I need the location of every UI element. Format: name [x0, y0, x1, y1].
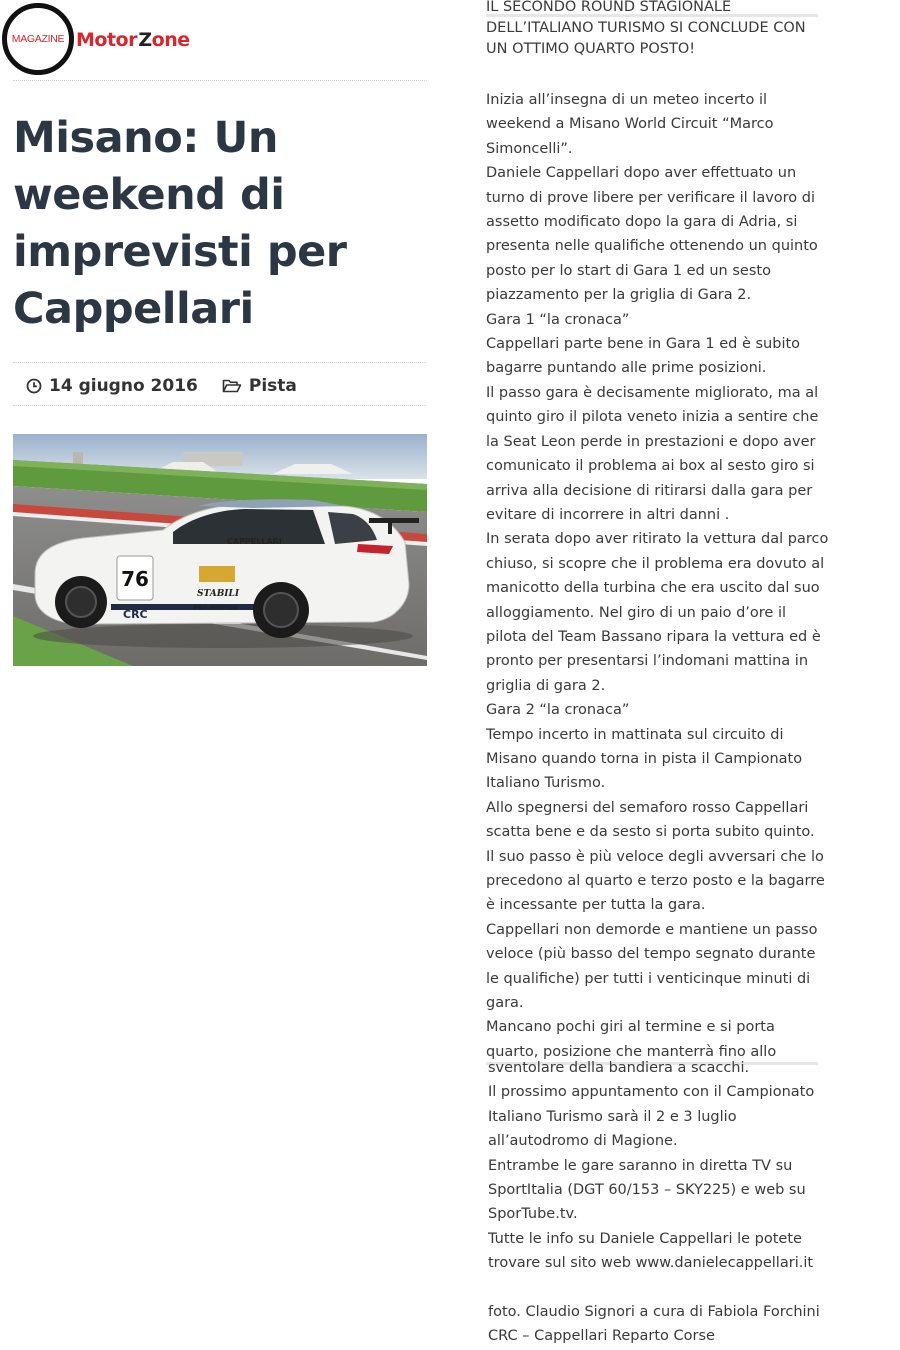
- text-line: scatta bene e da sesto si porta subito quinto.: [486, 824, 815, 841]
- text-line: comunicato il problema ai box al sesto giro si: [486, 458, 815, 475]
- post-date: 14 giugno 2016: [26, 376, 198, 396]
- folder-open-icon: [222, 378, 242, 394]
- text-line: Misano quando torna in pista il Campionato: [486, 750, 803, 767]
- text-line: weekend a Misano World Circuit “Marco: [486, 116, 774, 133]
- text-line: Italiano Turismo sarà il 2 e 3 luglio: [488, 1108, 737, 1125]
- text-line: è incessante per tutta la gara.: [486, 897, 706, 914]
- text-line: Daniele Cappellari dopo aver effettuato un: [486, 165, 797, 182]
- logo-wordmark: Motor Zone: [76, 29, 190, 51]
- text-line: gara.: [486, 995, 524, 1012]
- text-line: Entrambe le gare saranno in diretta TV su: [488, 1157, 793, 1174]
- text-line: evitare di incorrere in altri danni .: [486, 506, 730, 523]
- article-paragraphs: [486, 88, 829, 1064]
- header-divider: [13, 80, 427, 81]
- race-car-photo: [13, 434, 427, 666]
- text-line: le qualifiche) per tutti i venticinque minuti di: [486, 970, 811, 987]
- text-line: Cappellari non demorde e mantiene un passo: [486, 921, 818, 938]
- text-line: SportItalia (DGT 60/153 – SKY225) e web su: [488, 1182, 806, 1199]
- text-line: la Seat Leon perde in prestazioni e dopo aver: [486, 433, 816, 450]
- text-line: Il passo gara è decisamente migliorato, ma al: [486, 384, 819, 401]
- text-line: SporTube.tv.: [488, 1206, 578, 1223]
- text-line: Inizia all’insegna di un meteo incerto il: [486, 92, 768, 108]
- article-body-continued: [488, 1056, 828, 1348]
- text-line: griglia di gara 2.: [486, 677, 606, 694]
- meta-divider-bottom: [13, 405, 427, 406]
- sponsor-crc: CRC: [123, 608, 148, 621]
- text-line: Gara 2 “la cronaca”: [486, 702, 630, 719]
- text-line: precedono al quarto e terzo posto e la bagarre: [486, 873, 825, 889]
- article-heading: IL SECONDO ROUND STAGIONALE DELL’ITALIANO TURISMO SI CONCLUDE CON UN OTTIMO QUARTO POSTO!: [486, 0, 806, 57]
- text-line: Tutte le info su Daniele Cappellari le potete: [488, 1230, 802, 1247]
- text-line: chiuso, si scopre che il problema era dovuto al: [486, 555, 825, 572]
- post-category[interactable]: Pista: [222, 376, 297, 396]
- sponsor-promotion: PRO-MOTION: [193, 605, 238, 612]
- logo-badge-text: MAGAZINE: [11, 33, 65, 45]
- text-line: Italiano Turismo.: [486, 775, 606, 792]
- text-line: Mancano pochi giri al termine e si porta: [486, 1019, 775, 1036]
- text-line: Simoncelli”.: [486, 140, 573, 157]
- text-line: bagarre puntando alle prime posizioni.: [486, 360, 767, 377]
- driver-sticker: CAPPELLARI: [227, 537, 282, 546]
- text-line: quinto giro il pilota veneto inizia a sentire che: [486, 409, 819, 426]
- text-line: veloce (più basso del tempo segnato durante: [486, 946, 816, 963]
- text-line: pronto per presentarsi l’indomani mattina in: [486, 653, 809, 670]
- text-line: Il prossimo appuntamento con il Campionato: [488, 1084, 815, 1101]
- text-line: alloggiamento. Nel giro di un paio d’ore il: [486, 604, 786, 621]
- text-line: Il suo passo è più veloce degli avversari che lo: [486, 848, 824, 865]
- text-line: turno di prove libere per verificare il lavoro di: [486, 189, 816, 206]
- text-line: piazzamento per la griglia di Gara 2.: [486, 287, 752, 304]
- logo-badge: [2, 3, 74, 75]
- article-paragraphs-continued: [488, 1056, 828, 1276]
- text-line: Gara 1 “la cronaca”: [486, 311, 630, 328]
- text-line: In serata dopo aver ritirato la vettura dal parco: [486, 531, 829, 548]
- article-photo: [13, 434, 427, 666]
- text-line: pilota del Team Bassano ripara la vettura ed è: [486, 628, 821, 645]
- text-line: CRC – Cappellari Reparto Corse: [488, 1328, 715, 1345]
- text-line: assetto modificato dopo la gara di Adria, si: [486, 214, 798, 231]
- car-number: 76: [121, 567, 149, 591]
- text-line: manicotto della turbina che era uscito dal suo: [486, 580, 820, 597]
- sponsor-stabili: STABILI: [197, 589, 240, 599]
- text-line: foto. Claudio Signori a cura di Fabiola Forchini: [488, 1303, 820, 1320]
- clock-icon: [26, 378, 42, 394]
- article-body: [486, 0, 829, 1064]
- text-line: all’autodromo di Magione.: [488, 1133, 678, 1150]
- article-title: Misano: Un weekend di imprevisti per Cappellari: [13, 113, 347, 334]
- article-meta: [26, 373, 297, 399]
- text-line: posto per lo start di Gara 1 ed un sesto: [486, 262, 771, 279]
- site-logo[interactable]: [2, 3, 222, 77]
- text-line: sventolare della bandiera a scacchi.: [488, 1060, 750, 1076]
- text-line: presenta nelle qualifiche ottenendo un quinto: [486, 238, 818, 255]
- meta-divider-top: [13, 362, 427, 363]
- text-line: Allo spegnersi del semaforo rosso Cappellari: [486, 799, 809, 816]
- text-line: quarto, posizione che manterrà fino allo: [486, 1043, 777, 1060]
- text-line: Cappellari parte bene in Gara 1 ed è subito: [486, 336, 801, 353]
- photo-credits: [488, 1300, 828, 1349]
- text-line: Tempo incerto in mattinata sul circuito di: [486, 726, 784, 743]
- text-line: trovare sul sito web www.danielecappellari.it: [488, 1255, 814, 1272]
- text-line: arriva alla decisione di ritirarsi dalla gara per: [486, 482, 813, 499]
